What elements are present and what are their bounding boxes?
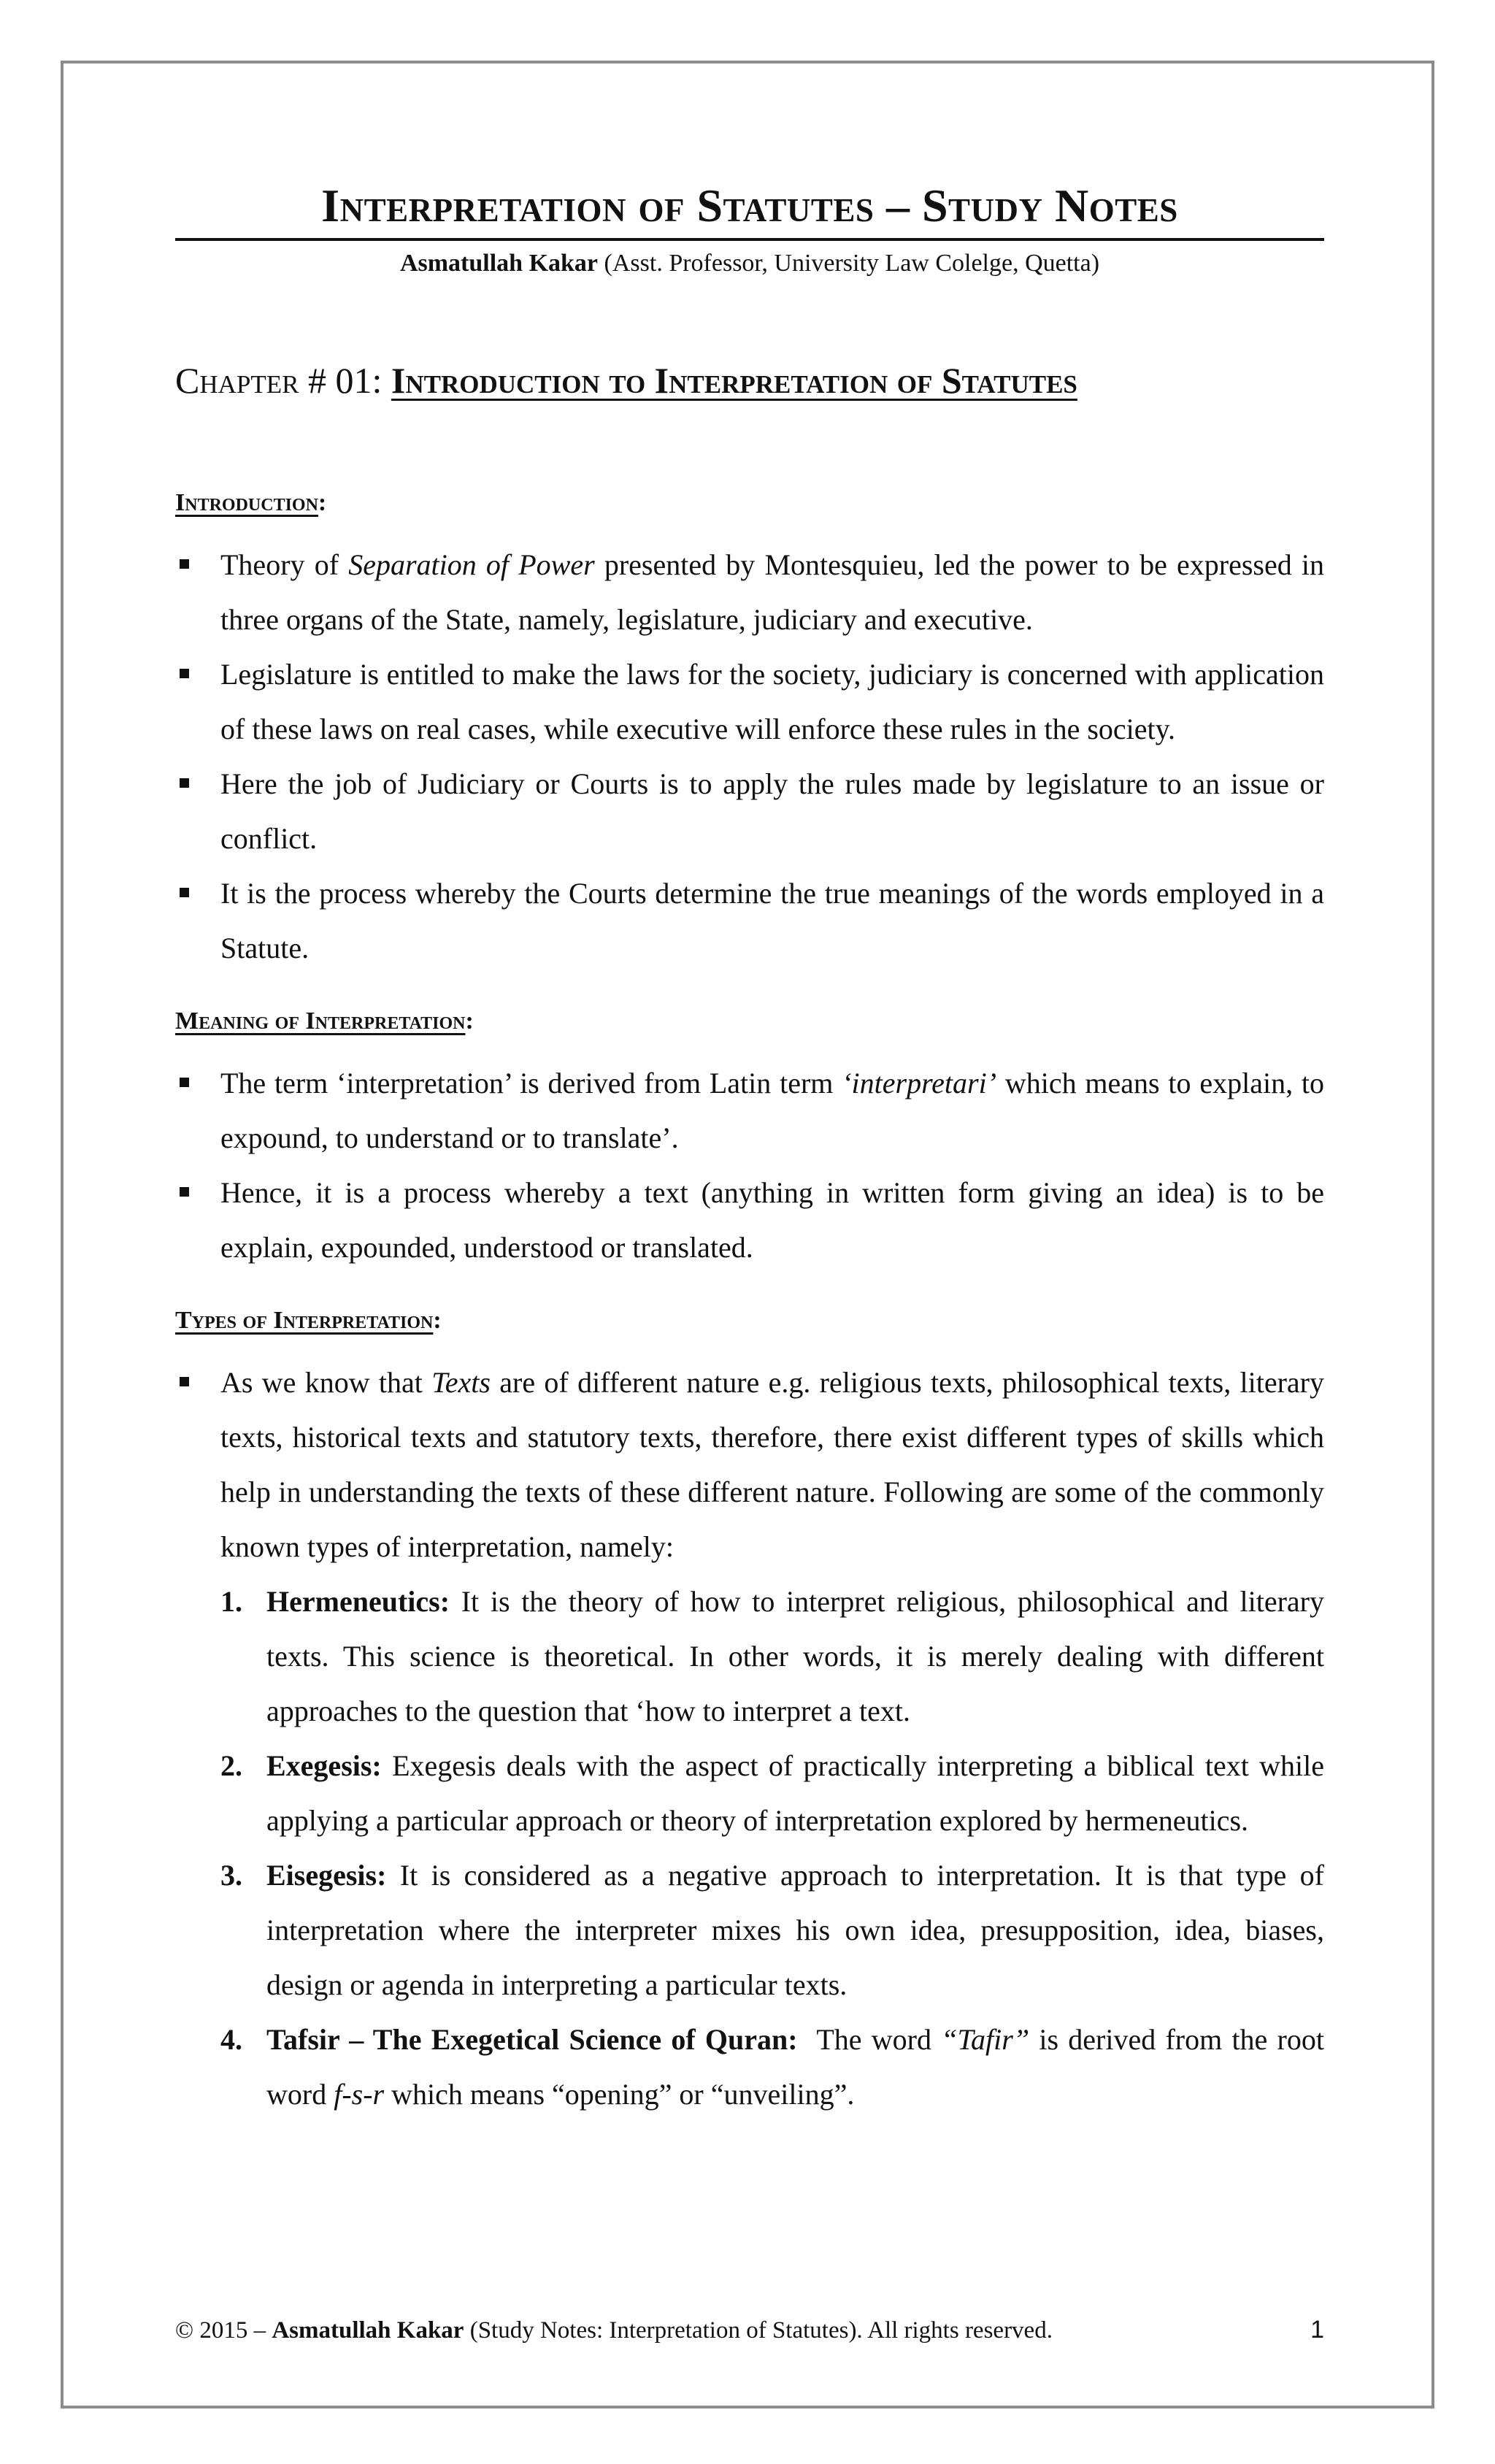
item-term: Hermeneutics: [266,1585,450,1618]
square-bullet-icon [180,559,189,569]
square-bullet-icon [180,888,189,897]
section-heading-text: Types of Interpretation [175,1307,434,1334]
author-line [175,250,1324,277]
square-bullet-icon [180,778,189,788]
numbered-item [175,2012,1324,2122]
numbered-item [175,1738,1324,1848]
item-text: As we know that [220,1366,432,1399]
list-item [175,647,1324,756]
chapter-title: Introduction to Interpretation of Statutes [391,360,1077,401]
item-text: which means to explain, to expound, to understand or to translate’. [220,1067,1325,1154]
list-item [175,1056,1324,1165]
section-heading-text: Introduction [175,489,318,516]
item-text: Here the job of Judiciary or Courts is to apply the rules made by legislature to an issue or conflict. [220,767,1324,855]
item-term: Exegesis: [266,1749,382,1782]
item-text: It is the theory of how to interpret religious, philosophical and literary texts. This science is theoretical. In other words, it is merely dealing with different approaches to the question that ‘how to interpret a text. [266,1585,1324,1727]
copyright-notice [175,2317,1053,2344]
copyright-author: Asmatullah Kakar [272,2317,464,2344]
author-name: Asmatullah Kakar [399,250,599,277]
heading-colon: : [433,1307,442,1334]
list-item [175,537,1324,647]
item-number: 3. [220,1859,242,1892]
section-heading-meaning [175,1008,1324,1035]
item-term: Eisegesis: [266,1859,387,1892]
introduction-list [175,537,1324,975]
item-emphasis: “Tafir” [941,2023,1030,2056]
item-text: are of different nature e.g. religious texts, philosophical texts, literary texts, historical texts and statutory texts, therefore, there exist different types of skills which help in understanding the texts of these different nature. Following are some of the commonly known types of interpretation, namely: [220,1366,1325,1563]
item-text: Legislature is entitled to make the laws for the society, judiciary is concerned with application of these laws on real cases, while executive will enforce these rules in the society. [220,658,1324,745]
copyright-prefix: © 2015 – [175,2317,272,2344]
square-bullet-icon [180,1078,189,1087]
page-number: 1 [1310,2316,1324,2344]
section-heading-introduction [175,489,1324,517]
section-heading-types [175,1307,1324,1335]
author-affiliation: (Asst. Professor, University Law Colelge, Quetta) [604,250,1100,277]
item-text: It is considered as a negative approach to interpretation. It is that type of interpretation where the interpreter mixes his own idea, presupposition, idea, biases, design or agenda in interpreting a particular texts. [266,1859,1324,2001]
numbered-item [175,1574,1324,1738]
item-text: which means “opening” or “unveiling”. [384,2078,855,2111]
square-bullet-icon [180,1187,189,1197]
list-item [175,1165,1324,1275]
item-text: The word [797,2023,942,2056]
item-number: 4. [220,2023,242,2056]
document-body [175,180,1325,2122]
list-item [175,1355,1324,1574]
item-text: is derived from the root word [266,2023,1324,2111]
numbered-item [175,1848,1324,2012]
item-number: 1. [220,1585,242,1618]
item-text: The term ‘interpretation’ is derived from Latin term [220,1067,842,1099]
item-text: presented by Montesquieu, led the power to be expressed in three organs of the State, namely, legislature, judiciary and executive. [220,548,1325,636]
item-text: Exegesis deals with the aspect of practically interpreting a biblical text while applying a particular approach or theory of interpretation explored by hermeneutics. [266,1749,1324,1837]
item-emphasis: f-s-r [334,2078,385,2111]
chapter-label: Chapter # 01: [175,360,383,401]
item-emphasis: ‘interpretari’ [842,1067,997,1099]
square-bullet-icon [180,669,189,678]
page-footer [175,2316,1324,2344]
heading-colon: : [465,1008,474,1035]
item-emphasis: Texts [431,1366,491,1399]
item-text: Hence, it is a process whereby a text (anything in written form giving an idea) is to be explain, expounded, understood or translated. [220,1176,1324,1264]
document-title: Interpretation of Statutes – Study Notes [175,183,1324,241]
copyright-suffix: (Study Notes: Interpretation of Statutes). All rights reserved. [464,2317,1053,2344]
item-number: 2. [220,1749,242,1782]
list-item [175,756,1324,866]
chapter-heading [175,359,1324,402]
heading-colon: : [318,489,327,516]
item-text: It is the process whereby the Courts determine the true meanings of the words employed in a Statute. [220,877,1324,964]
list-item [175,866,1324,975]
item-text: Theory of [220,548,349,581]
meaning-list [175,1056,1324,1275]
types-numbered-list [175,1574,1324,2122]
types-list [175,1355,1324,1574]
item-emphasis: Separation of Power [348,548,595,581]
section-heading-text: Meaning of Interpretation [175,1008,466,1035]
item-term: Tafsir – The Exegetical Science of Quran: [266,2023,798,2056]
square-bullet-icon [180,1377,189,1386]
